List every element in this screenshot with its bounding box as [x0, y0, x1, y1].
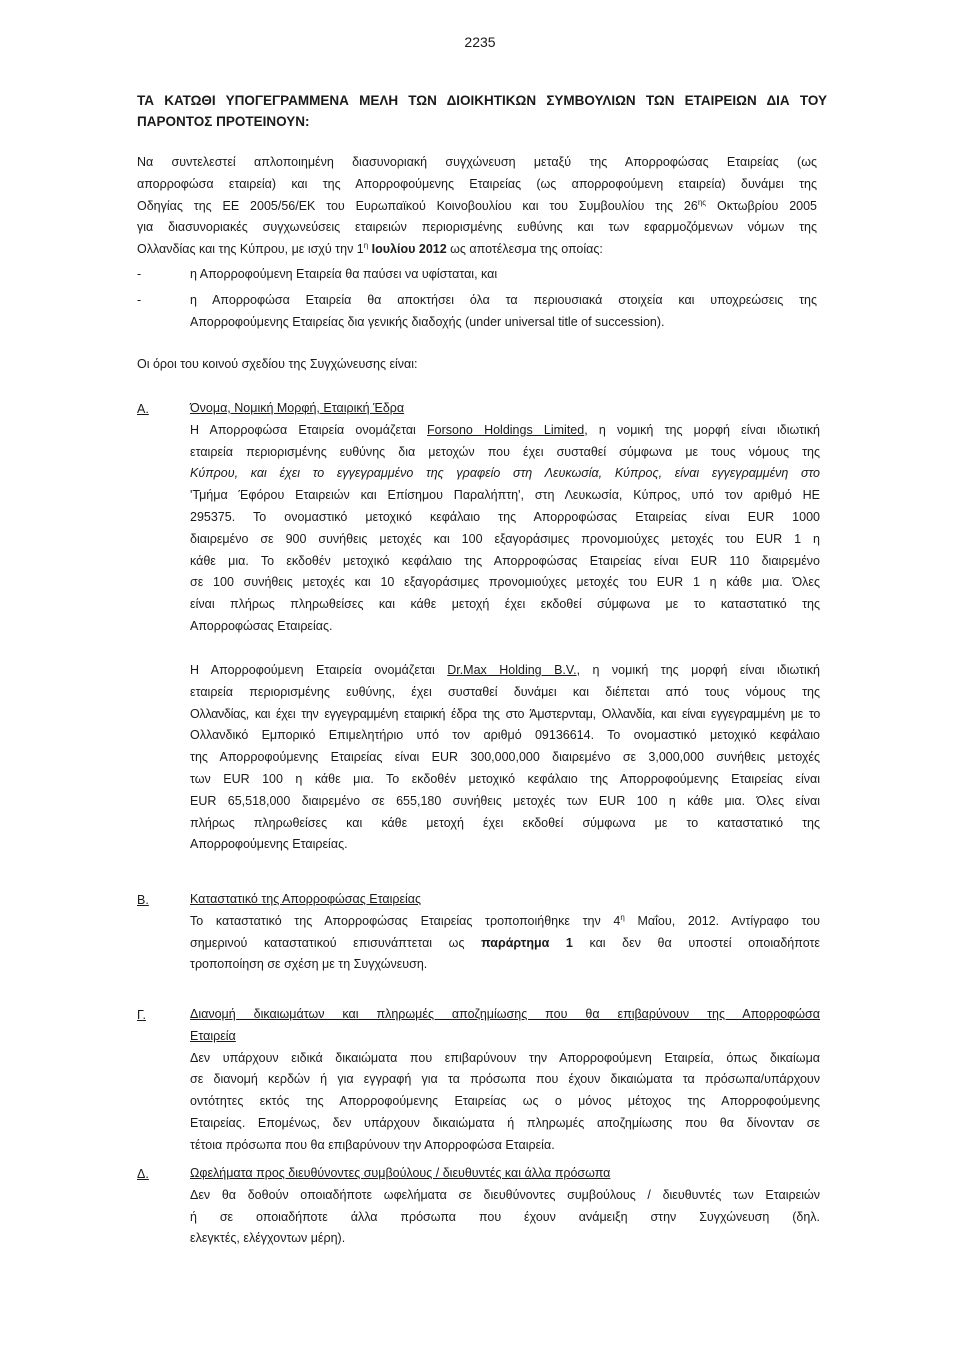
section-d-letter: Δ. — [137, 1167, 149, 1181]
text-line: απορροφώσα εταιρεία) και της Απορροφούμενης Εταιρείας (ως απορροφούμενη εταιρεία) δυνάμει της — [137, 176, 817, 191]
text-line: 295375. Το ονομαστικό μετοχικό κεφάλαιο της Απορροφώσας Εταιρείας είναι EUR 1000 — [190, 509, 820, 524]
text-line: Απορροφούμενης Εταιρείας δια γενικής διαδοχής (under universal title of succession). — [190, 314, 665, 329]
text-run: ως αποτέλεσμα της οποίας: — [446, 242, 603, 257]
terms-intro: Οι όροι του κοινού σχεδίου της Συγχώνευσης είναι: — [137, 357, 418, 371]
text-run: Η Απορροφούμενη Εταιρεία ονομάζεται — [190, 663, 448, 677]
text-line: Εταιρείας. Επομένως, δεν υπάρχουν δικαιώματα ή πληρωμές αποζημίωσης που θα δίνονταν σε — [190, 1115, 820, 1130]
text-line: η Απορροφούμενη Εταιρεία θα παύσει να υφίσταται, και — [190, 267, 498, 281]
text-run: Ολλανδίας και της Κύπρου, με ισχύ την 1 — [137, 242, 364, 257]
text-line: Κύπρου, και έχει το εγγεγραμμένο της γραφείο στη Λευκωσία, Κύπρος, είναι εγγεγραμμένη στο — [190, 466, 820, 481]
annex-reference: παράρτημα 1 — [481, 935, 573, 950]
page-number: 2235 — [464, 34, 496, 50]
text-line — [137, 196, 817, 218]
text-line — [190, 660, 820, 682]
text-line: Απορροφώσας Εταιρείας. — [190, 618, 333, 633]
text-line: διαιρεμένο σε 900 συνήθεις μετοχές και 100 εξαγοράσιμες προνομιούχες μετοχές του EUR 1 η — [190, 531, 820, 546]
text-line: τροποποίηση σε σχέση με τη Συγχώνευση. — [190, 957, 428, 972]
text-run: , η νομική της μορφή είναι ιδιωτική — [576, 663, 820, 677]
section-b-letter: Β. — [137, 893, 149, 907]
ordinal-suffix: η — [363, 241, 369, 251]
intro-paragraph — [137, 152, 817, 261]
text-line: Να συντελεστεί απλοποιημένη διασυνοριακή συγχώνευση μεταξύ της Απορροφώσας Εταιρείας (ως — [137, 155, 817, 169]
text-line: ελεγκτές, ελέγχοντων μέρη). — [190, 1231, 346, 1246]
text-run: Μαΐου, 2012. Αντίγραφο του — [624, 913, 820, 928]
text-run: Το καταστατικό της Απορροφώσας Εταιρείας τροποποιήθηκε την 4 — [190, 913, 621, 928]
text-line: πλήρως πληρωθείσες και κάθε μετοχή έχει εκδοθεί σύμφωνα με το καταστατικό της — [190, 815, 820, 830]
text-line: ή σε οποιαδήποτε άλλα πρόσωπα που έχουν ανάμειξη στην Συγχώνευση (δηλ. — [190, 1209, 820, 1224]
bullet-item — [190, 290, 817, 334]
bullet-item — [190, 264, 817, 286]
section-c-title: Διανομή δικαιωμάτων και πληρωμές αποζημίωσης που θα επιβαρύνουν της Απορροφώσα — [190, 1007, 820, 1021]
text-line: τέτοια πρόσωπα που θα επιβαρύνουν την Απορροφώσα Εταιρεία. — [190, 1137, 555, 1152]
text-line: εταιρεία περιορισμένης ευθύνης δια μετοχών που έχει συσταθεί σύμφωνα με τους νόμους της — [190, 444, 820, 459]
text-line: εταιρεία περιορισμένης ευθύνης, έχει συσταθεί δυνάμει και διέπεται από τους νόμους της — [190, 684, 820, 699]
bullet-dash: - — [137, 293, 142, 307]
text-line: είναι πλήρως πληρωθείσες και κάθε μετοχή έχει εκδοθεί σύμφωνα με το καταστατικό της — [190, 597, 820, 612]
document-heading — [137, 90, 827, 132]
text-line: σε διανομή κερδών ή για εγγραφή για τα πρόσωπα που έχουν δικαιώματα τα πρόσωπα/υπάρχουν — [190, 1072, 820, 1087]
text-line: EUR 65,518,000 διαιρεμένο σε 655,180 συνήθεις μετοχές των EUR 100 η κάθε μια. Όλες είναι — [190, 793, 820, 808]
section-d-title: Ωφελήματα προς διευθύνοντες συμβούλους / διευθυντές και άλλα πρόσωπα — [190, 1166, 611, 1180]
ordinal-suffix: ης — [697, 197, 707, 207]
section-b-title: Καταστατικό της Απορροφώσας Εταιρείας — [190, 892, 422, 906]
text-line: κάθε μια. Το εκδοθέν μετοχικό κεφάλαιο της Απορροφώσας Εταιρείας είναι EUR 110 διαιρεμένο — [190, 553, 820, 568]
text-line — [137, 239, 817, 261]
heading-line: ΤΑ ΚΑΤΩΘΙ ΥΠΟΓΕΓΡΑΜΜΕΝΑ ΜΕΛΗ ΤΩΝ ΔΙΟΙΚΗΤΙΚΩΝ ΣΥΜΒΟΥΛΙΩΝ ΤΩΝ ΕΤΑΙΡΕΙΩΝ ΔΙΑ ΤΟΥ — [137, 93, 827, 108]
heading-line: ΠΑΡΟΝΤΟΣ ΠΡΟΤΕΙΝΟΥΝ: — [137, 114, 310, 129]
bullet-dash: - — [137, 267, 142, 281]
section-a-title: Όνομα, Νομική Μορφή, Εταιρική Έδρα — [190, 401, 405, 415]
section-d — [190, 1163, 820, 1250]
section-c-letter: Γ. — [137, 1008, 146, 1022]
text-run: Η Απορροφώσα Εταιρεία ονομάζεται — [190, 422, 428, 437]
text-run: Οκτωβρίου 2005 — [706, 198, 817, 213]
section-b — [190, 889, 820, 976]
company-name: Forsono Holdings Limited — [427, 422, 585, 437]
section-c-title: Εταιρεία — [190, 1028, 236, 1043]
text-line: σε 100 συνήθεις μετοχές και 10 εξαγοράσιμες προνομιούχες μετοχές του EUR 1 η κάθε μια. Όλες — [190, 575, 820, 590]
text-line: των EUR 100 η κάθε μια. Το εκδοθέν μετοχικό κεφάλαιο της Απορροφούμενης Εταιρείας είναι — [190, 771, 820, 786]
text-line: Δεν θα δοθούν οποιαδήποτε ωφελήματα σε διευθύνοντες συμβούλους / διευθυντές των Εταιρειών — [190, 1187, 820, 1202]
text-line: η Απορροφώσα Εταιρεία θα αποκτήσει όλα τα περιουσιακά στοιχεία και υποχρεώσεις της — [190, 293, 817, 307]
text-line — [190, 933, 820, 955]
section-a — [190, 398, 820, 638]
text-line: Απορροφούμενης Εταιρείας. — [190, 837, 348, 852]
text-run: σημερινού καταστατικού επισυνάπτεται ως — [190, 935, 482, 950]
text-run: και δεν θα υποστεί οποιαδήποτε — [572, 935, 820, 950]
text-line: Ολλανδίας, και έχει την εγγεγραμμένη εταιρική έδρα της στο Άμστερνταμ, Ολλανδία, και είναι εγγεγραμμένη με το — [190, 706, 820, 721]
text-line: Δεν υπάρχουν ειδικά δικαιώματα που επιβαρύνουν την Απορροφούμενη Εταιρεία, όπως δικαίωμα — [190, 1050, 820, 1065]
text-line: για διασυνοριακές συγχωνεύσεις εταιρειών περιορισμένης ευθύνης και των εφαρμοζόμενων νόμων της — [137, 220, 817, 235]
company-name: Dr.Max Holding B.V. — [447, 663, 577, 677]
text-run: , η νομική της μορφή είναι ιδιωτική — [584, 422, 820, 437]
text-line: της Απορροφούμενης Εταιρείας είναι EUR 300,000,000 διαιρεμένο σε 3,000,000 συνήθεις μετοχές — [190, 750, 820, 765]
effective-date: Ιουλίου 2012 — [368, 242, 447, 257]
ordinal-suffix: η — [620, 912, 625, 922]
text-line: Ολλανδικό Εμπορικό Επιμελητήριο υπό τον αριθμό 09136614. Το ονομαστικό μετοχικό κεφάλαιο — [190, 728, 820, 743]
text-line: 'Τμήμα Έφόρου Εταιρειών και Επίσημου Παραλήπτη', στη Λευκωσία, Κύπρος, υπό τον αριθμό ΗΕ — [190, 488, 820, 503]
section-a-letter: Α. — [137, 402, 149, 416]
section-c — [190, 1004, 820, 1157]
text-line — [190, 420, 820, 442]
text-line: οντότητες εκτός της Απορροφούμενης Εταιρείας ως ο μόνος μέτοχος της Απορροφούμενης — [190, 1094, 820, 1109]
text-line — [190, 911, 820, 933]
text-run: Οδηγίας της ΕΕ 2005/56/ΕΚ του Ευρωπαϊκού Κοινοβουλίου και του Συμβουλίου της 26 — [137, 198, 698, 213]
section-a-paragraph-2 — [190, 660, 820, 856]
